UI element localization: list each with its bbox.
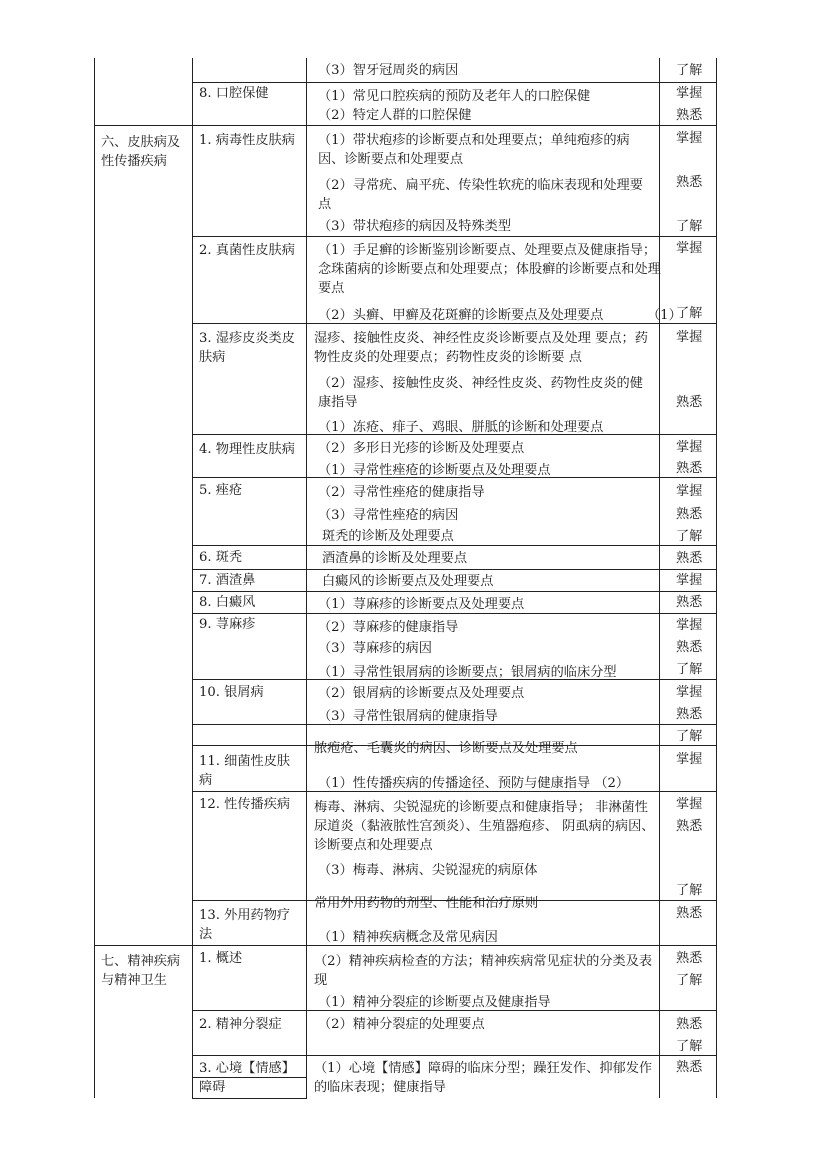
level-label: 熟悉 bbox=[676, 595, 703, 610]
level-label: 了解 bbox=[676, 306, 703, 321]
content-item: （3）带状疱疹的病因及特殊类型 bbox=[318, 219, 512, 234]
level-label: 了解 bbox=[676, 883, 703, 898]
content-item: 白癜风的诊断要点及处理要点 bbox=[322, 574, 494, 589]
content-item: （2）寻常疣、扁平疣、传染性软疣的临床表现和处理要点 bbox=[318, 178, 643, 212]
content-item: （3）梅毒、淋病、尖锐湿疣的病原体 bbox=[318, 863, 538, 878]
content-item: 梅毒、淋病、尖锐湿疣的诊断要点和健康指导； 非淋菌性尿道炎（黏液脓性宫颈炎）、生殖器疱疹、 阴虱病的病因、诊断要点和处理要点 bbox=[314, 800, 655, 853]
row-line bbox=[192, 82, 717, 83]
level-label: 熟悉 bbox=[676, 108, 703, 123]
unit-label: 3. 心境【情感】障碍 bbox=[199, 1061, 295, 1095]
content-item: （3）寻常性痤疮的病因 bbox=[318, 508, 459, 523]
level-label: 熟悉 bbox=[676, 395, 703, 410]
unit-label: 9. 荨麻疹 bbox=[199, 617, 256, 632]
level-label: 熟悉 bbox=[676, 1060, 703, 1075]
unit-label: 5. 痤疮 bbox=[199, 483, 243, 498]
unit-label: 13. 外用药物疗法 bbox=[199, 908, 291, 942]
level-label: 熟悉 bbox=[676, 819, 703, 834]
row-line bbox=[192, 545, 717, 546]
level-label: 了解 bbox=[676, 529, 703, 544]
level-label: 掌握 bbox=[676, 131, 703, 146]
content-item: （1）手足癣的诊断鉴别诊断要点、处理要点及健康指导；念珠菌病的诊断要点和处理要点；体股癣的诊断要点和处理要点 bbox=[318, 243, 661, 296]
content-item: （3）寻常性银屑病的健康指导 bbox=[318, 709, 498, 724]
level-label: 了解 bbox=[676, 63, 703, 78]
unit-label: 2. 真菌性皮肤病 bbox=[199, 243, 295, 258]
unit-label: 6. 斑秃 bbox=[199, 550, 243, 565]
level-label: 了解 bbox=[676, 1039, 703, 1054]
unit-label: 12. 性传播疾病 bbox=[199, 797, 291, 812]
level-label: 熟悉 bbox=[676, 507, 703, 522]
unit-label: 10. 银屑病 bbox=[199, 685, 264, 700]
content-item: 斑秃的诊断及处理要点 bbox=[322, 529, 454, 544]
col-line bbox=[659, 58, 660, 1098]
content-item: （1）荨麻疹的诊断要点及处理要点 bbox=[318, 597, 525, 612]
content-item: （2）头癣、甲癣及花斑癣的诊断要点及处理要点 bbox=[318, 308, 604, 323]
content-item: 酒渣鼻的诊断及处理要点 bbox=[322, 551, 468, 566]
level-label: 了解 bbox=[676, 662, 703, 677]
col-line bbox=[306, 58, 307, 1098]
level-label: 熟悉 bbox=[676, 707, 703, 722]
content-item: （2）精神疾病检查的方法；精神疾病常见症状的分类及表现 bbox=[314, 954, 653, 988]
level-label: 熟悉 bbox=[676, 906, 703, 921]
content-item: （2）多形日光疹的诊断及处理要点 bbox=[318, 441, 525, 456]
level-label: 熟悉 bbox=[676, 175, 703, 190]
unit-label: 8. 口腔保健 bbox=[199, 86, 269, 101]
unit-label: 3. 湿疹皮炎类皮肤病 bbox=[199, 331, 295, 365]
content-item: （3）智牙冠周炎的病因 bbox=[318, 63, 459, 78]
col-line bbox=[716, 58, 717, 1098]
level-label: 了解 bbox=[676, 973, 703, 988]
content-item: （2）银屑病的诊断要点及处理要点 bbox=[318, 686, 525, 701]
content-item: （1）精神疾病概念及常见病因 bbox=[318, 930, 498, 945]
content-item: （1）带状疱疹的诊断要点和处理要点；单纯疱疹的病因、诊断要点和处理要点 bbox=[318, 133, 630, 167]
content-item: （1）冻疮、痱子、鸡眼、胼胝的诊断和处理要点 bbox=[318, 420, 604, 435]
section-title: 七、精神疾病与精神卫生 bbox=[101, 954, 181, 988]
row-line bbox=[192, 236, 717, 237]
cell-line bbox=[192, 1098, 307, 1099]
level-label: 熟悉 bbox=[676, 551, 703, 566]
level-label: 掌握 bbox=[676, 797, 703, 812]
level-label: 掌握 bbox=[676, 440, 703, 455]
content-item: （1）精神分裂症的诊断要点及健康指导 bbox=[318, 995, 551, 1010]
level-label: 掌握 bbox=[676, 573, 703, 588]
level-label: 掌握 bbox=[676, 484, 703, 499]
unit-label: 4. 物理性皮肤病 bbox=[199, 442, 295, 457]
row-line bbox=[192, 591, 717, 592]
content-item: （2）特定人群的口腔保健 bbox=[318, 108, 472, 123]
row-line bbox=[192, 613, 717, 614]
level-label: 了解 bbox=[676, 219, 703, 234]
level-label: 掌握 bbox=[676, 241, 703, 256]
level-label: 掌握 bbox=[676, 685, 703, 700]
content-item: （3）荨麻疹的病因 bbox=[318, 641, 432, 656]
unit-label: 2. 精神分裂症 bbox=[199, 1017, 282, 1032]
content-item: （2）湿疹、接触性皮炎、神经性皮炎、药物性皮炎的健康指导 bbox=[318, 376, 643, 410]
content-item: 脓疱疮、毛囊炎的病因、诊断要点及处理要点 bbox=[314, 741, 578, 756]
section-title: 六、皮肤病及性传播疾病 bbox=[101, 135, 181, 169]
level-label: 熟悉 bbox=[676, 951, 703, 966]
row-line bbox=[94, 125, 717, 126]
level-label: 熟悉 bbox=[676, 1017, 703, 1032]
col-line bbox=[192, 58, 193, 1098]
content-item: （2）精神分裂症的处理要点 bbox=[318, 1017, 485, 1032]
unit-label: 8. 白癜风 bbox=[199, 595, 256, 610]
content-item: （2）寻常性痤疮的健康指导 bbox=[318, 485, 485, 500]
level-label: 掌握 bbox=[676, 86, 703, 101]
level-label: 熟悉 bbox=[676, 461, 703, 476]
unit-label: 11. 细菌性皮肤病 bbox=[199, 754, 291, 788]
content-item: （2）荨麻疹的健康指导 bbox=[318, 620, 459, 635]
content-item: （1）心境【情感】障碍的临床分型；躁狂发作、抑郁发作的临床表现；健康指导 bbox=[314, 1061, 653, 1095]
content-item: （1） bbox=[647, 308, 682, 323]
content-item: （1）寻常性痤疮的诊断要点及处理要点 bbox=[318, 463, 551, 478]
unit-label: 1. 概述 bbox=[199, 951, 243, 966]
unit-label: 7. 酒渣鼻 bbox=[199, 573, 256, 588]
content-item: 常用外用药物的剂型、性能和治疗原则 bbox=[314, 896, 539, 911]
level-label: 熟悉 bbox=[676, 640, 703, 655]
content-item: 湿疹、接触性皮炎、神经性皮炎诊断要点及处理 要点；药物性皮炎的处理要点；药物性皮炎的诊断要 点 bbox=[314, 331, 648, 365]
unit-label: 1. 病毒性皮肤病 bbox=[199, 133, 295, 148]
row-line bbox=[192, 1055, 717, 1056]
level-label: 了解 bbox=[676, 729, 703, 744]
content-item: （1）常见口腔疾病的预防及老年人的口腔保健 bbox=[318, 89, 591, 104]
level-label: 掌握 bbox=[676, 618, 703, 633]
content-item: （1）性传播疾病的传播途径、预防与健康指导 （2） bbox=[318, 776, 630, 791]
col-line bbox=[94, 58, 95, 1098]
row-line bbox=[192, 569, 717, 570]
content-item: （1）寻常性银屑病的诊断要点；银屑病的临床分型 bbox=[318, 665, 617, 680]
level-label: 掌握 bbox=[676, 330, 703, 345]
level-label: 掌握 bbox=[676, 752, 703, 767]
